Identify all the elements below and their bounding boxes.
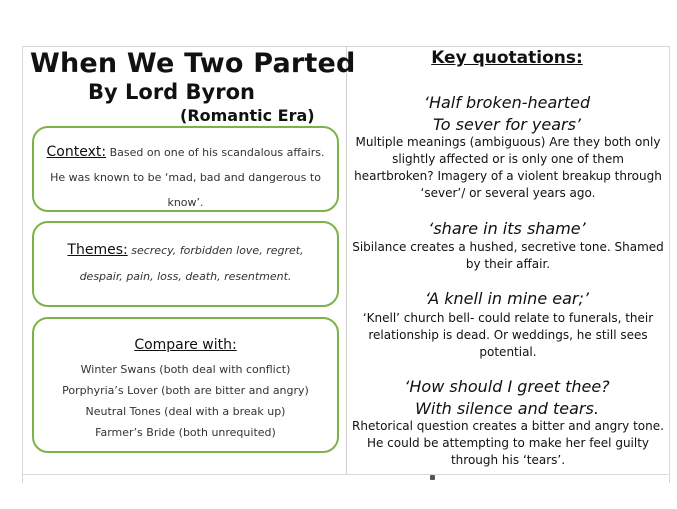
page-title: When We Two Parted (30, 48, 356, 79)
quote-2-note: Sibilance creates a hushed, secretive tone. Shamed by their affair. (352, 240, 664, 271)
compare-item: Neutral Tones (deal with a break up) (85, 405, 286, 418)
poem-author: By Lord Byron (88, 80, 255, 104)
key-quotations-heading: Key quotations: (431, 48, 583, 68)
themes-box (32, 221, 339, 307)
compare-item: Winter Swans (both deal with conflict) (80, 363, 291, 376)
quote-4-note: Rhetorical question creates a bitter and angry tone. He could be attempting to make her feel guilty through his ‘tears’. (352, 419, 664, 467)
quote-line: ‘Half broken-hearted (423, 93, 591, 112)
bottom-rule (22, 474, 668, 475)
compare-heading: Compare with: (134, 337, 237, 353)
quote-line: ‘How should I greet thee? (404, 377, 610, 396)
compare-box (32, 317, 339, 453)
themes-heading: Themes: (67, 242, 128, 258)
quote-line: With silence and tears. (415, 399, 599, 418)
quote-line: To sever for years’ (432, 115, 582, 134)
quote-1 (347, 92, 667, 136)
quote-1-note: Multiple meanings (ambiguous) Are they both only slightly affected or is only one of them heartbroken? Imagery of a violent breakup through ‘sever’/ or several years ago. (354, 135, 662, 200)
quote-line: ‘share in its shame’ (428, 219, 586, 238)
context-text: Based on one of his scandalous affairs. He was known to be ‘mad, bad and dangerous to know’. (50, 146, 325, 209)
compare-item: Farmer’s Bride (both unrequited) (95, 426, 276, 439)
cut-off-text-fragment (430, 474, 450, 480)
context-heading: Context: (46, 144, 107, 160)
compare-item: Porphyria’s Lover (both are bitter and angry) (62, 384, 309, 397)
quote-3-note: ‘Knell’ church bell- could relate to funerals, their relationship is dead. Or weddings, he still sees potential. (362, 311, 654, 359)
poem-era: (Romantic Era) (180, 106, 315, 125)
quote-2 (347, 218, 667, 240)
context-box (32, 126, 339, 212)
quote-4 (347, 376, 667, 420)
themes-text: secrecy, forbidden love, regret, despair, pain, loss, death, resentment. (79, 244, 304, 283)
quote-line: ‘A knell in mine ear;’ (425, 289, 589, 308)
quote-3 (347, 288, 667, 310)
